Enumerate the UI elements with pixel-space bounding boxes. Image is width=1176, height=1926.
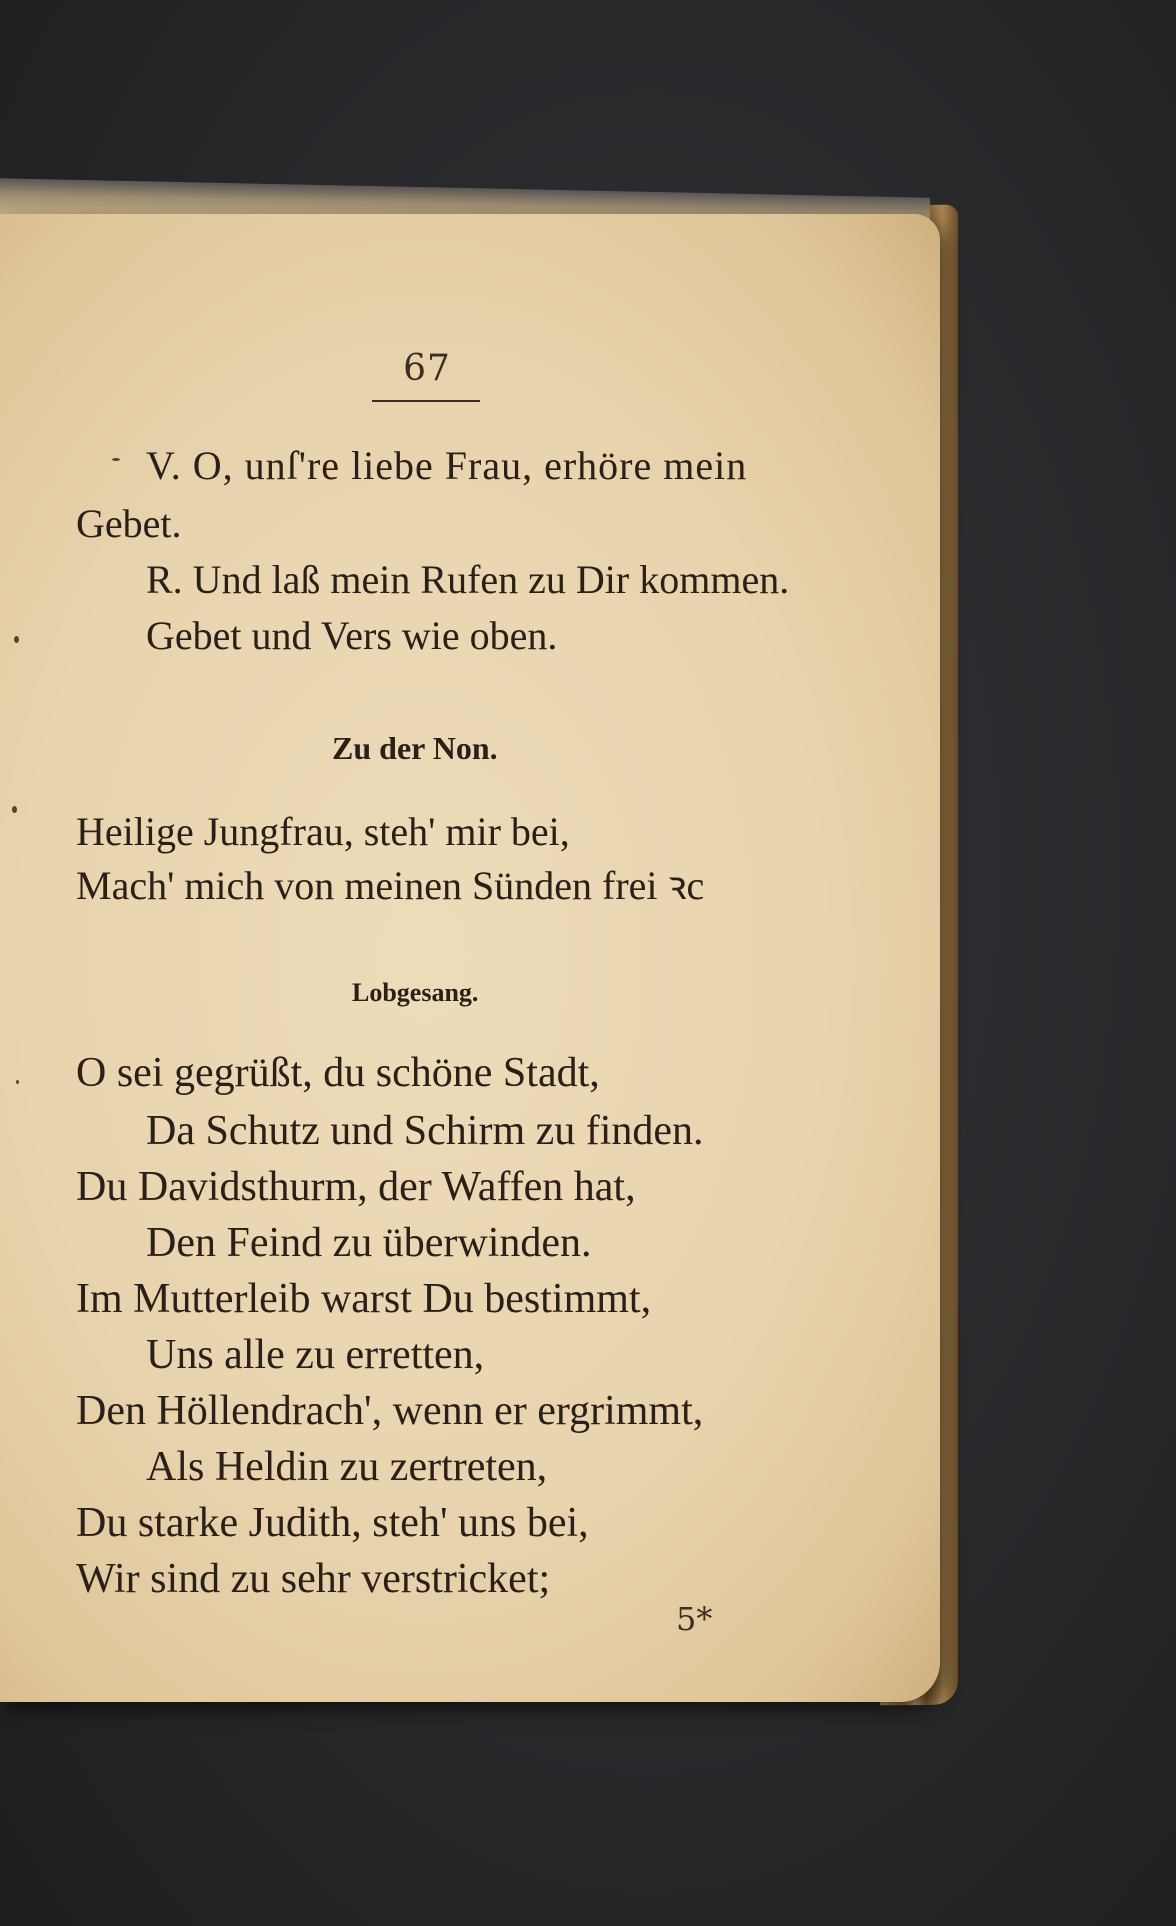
hymn-line-4: Den Feind zu überwinden. <box>146 1220 592 1266</box>
non-line-2: Mach' mich von meinen Sünden frei ꝛc <box>76 863 705 908</box>
page-number-rule <box>372 400 480 402</box>
hymn-line-9: Du starke Judith, steh' uns bei, <box>76 1500 589 1546</box>
paper-speck <box>16 1080 19 1084</box>
hymn-line-8: Als Heldin zu zertreten, <box>146 1444 548 1490</box>
verse-line-3: R. Und laß mein Rufen zu Dir kommen. <box>146 557 790 602</box>
paper-speck <box>14 636 19 643</box>
section-heading-non: Zu der Non. <box>332 730 498 766</box>
paper-speck <box>112 458 120 461</box>
section-heading-lobgesang: Lobgesang. <box>352 978 479 1007</box>
verse-line-4: Gebet und Vers wie oben. <box>146 613 558 658</box>
page-number: 67 <box>403 348 451 389</box>
hymn-line-2: Da Schutz und Schirm zu finden. <box>146 1108 704 1154</box>
verse-line-1: V. O, unſ're liebe Frau, erhöre mein <box>146 443 748 488</box>
hymn-line-6: Uns alle zu erretten, <box>146 1332 485 1378</box>
hymn-line-10: Wir sind zu sehr verstricket; <box>76 1556 551 1602</box>
paper-speck <box>12 806 17 813</box>
hymn-line-1: O sei gegrüßt, du schöne Stadt, <box>76 1050 600 1096</box>
verse-line-2: Gebet. <box>76 501 182 546</box>
hymn-line-7: Den Höllendrach', wenn er ergrimmt, <box>76 1388 704 1434</box>
hymn-line-5: Im Mutterleib warst Du bestimmt, <box>76 1276 652 1322</box>
non-line-1: Heilige Jungfrau, steh' mir bei, <box>76 809 570 854</box>
hymn-line-3: Du Davidsthurm, der Waffen hat, <box>76 1164 636 1210</box>
signature-mark: 5* <box>676 1600 713 1638</box>
